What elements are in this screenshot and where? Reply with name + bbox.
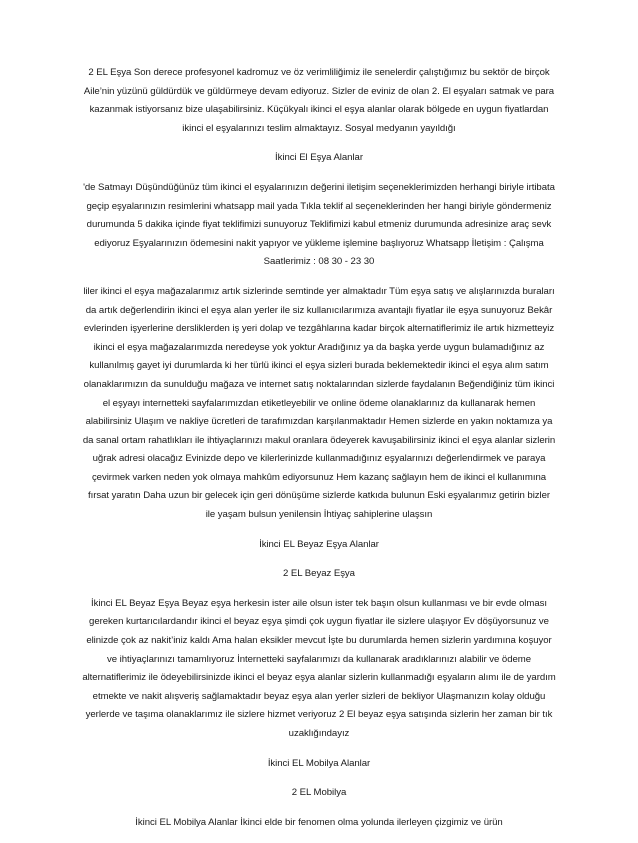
paragraph-satis-sureci: 'de Satmayı Düşündüğünüz tüm ikinci el eşyalarınızın değerini iletişim seçeneklerimizden herhangi biriyle irtibata geçip eşyalarınızın resimlerini whatsapp mail yada Tıkla teklif al seçeneklerinden her hangi biriyle göndermeniz durumunda 5 dakika içinde fiyat teklifimizi sunuyoruz Teklifimizi kabul etmeniz durumunda adresinize araç sevk ediyoruz Eşyalarınızın ödemesini nakit yapıyor ve yükleme işlemine başlıyoruz Whatsapp İletişim : Çalışma Saatlerimiz : 08 30 - 23 30 xyxy=(83,181,555,268)
heading-2-el-mobilya: 2 EL Mobilya xyxy=(291,787,347,799)
document-page xyxy=(82,64,556,843)
paragraph-magazalar: liler ikinci el eşya mağazalarımız artık sizlerinde semtinde yer almaktadır Tüm eşya satış ve alışlarınızda buraları da artık değerlendirin ikinci el eşya alan yerler ile siz kullanıcılarımıza avantajlı fiyatlar ile eşya sunuyoruz Bekâr evlerinden işyerlerine dersliklerden iş yeri dolap ve tezgâhlarına kadar birçok alternatiflerimiz ile artık hizmetteyiz ikinci el eşya mağazalarımızda neredeyse yok yoktur Aradığınız ya da başka yerde uygun bulamadığınız az kullanılmış gayet iyi durumlarda ki her türlü ikinci el eşya sizleri burada beklemektedir ikinci el eşya alım satım olanaklarımızın da sunulduğu mağaza ve internet satış noktalarından sizlerde faydalanın Beğendiğiniz tüm ikinci el eşyayı internetteki sayfalarımızdan etiketleyebilir ve online ödeme olanaklarınız da kullanarak hemen alabilirsiniz Ulaşım ve nakliye ücretleri de tarafımızdan karşılanmaktadır Hemen sizlerde en yakın noktamıza ya da sanal ortam rahatlıkları ile ihtiyaçlarınızı makul oranlara ödeyerek kavuşabilirsiniz ikinci el eşya alanlar sizlerin uğrak adresi olacağız Evinizde depo ve kilerlerinizde kullanmadığınız eşyalarınızı değerlendirmek ve paraya çevirmek varken neden yok olmaya mahkûm ediyorsunuz Hem kazanç sağlayın hem de ikinci el kullanımına fırsat yaratın Daha uzun bir gelecek için geri dönüşüme sizlerde katkıda bulunun Eski eşyalarımız getirin bizler ile yaşam bulsun yenilensin İhtiyaç sahiplerine ulaşsın xyxy=(82,285,556,521)
paragraph-beyaz-esya: İkinci EL Beyaz Eşya Beyaz eşya herkesin ister aile olsun ister tek başın olsun kullanması ve bir evde olması gereken kurtarıcılardandır ikinci el beyaz eşya şimdi çok uygun fiyatlar ile sizlere ulaşıyor Ev döşüyorsunuz ve elinizde çok az nakit’iniz kaldı Ama halan eksikler mevcut İşte bu durumlarda hemen sizlerin yardımına koşuyor ve ihtiyaçlarınızı tamamlıyoruz İnternetteki sayfalarımızı da kullanarak aradıklarınızı alabilir ve ödeme alternatiflerimiz ile ödeyebilirsinizde ikinci el beyaz eşya alanlar sizlerin kullanmadığı eşyaların alımı ile de yardım etmekte ve nakit alışveriş sağlamaktadır beyaz eşya alan yerler sizleri de bekliyor Ulaşmanızın kolay olduğu yerlerde ve taşıma olanaklarımız ile sizlere hizmet veriyoruz 2 El beyaz eşya satışında sizlerin her zaman bir tık uzaklığındayız xyxy=(82,597,556,739)
intro-paragraph: 2 EL Eşya Son derece profesyonel kadromuz ve öz verimliliğimiz ile senelerdir çalıştığımız bu sektör de birçok Aile’nin yüzünü güldürdük ve güldürmeye devam ediyoruz. Sizler de eviniz de olan 2. El eşyaları satmak ve para kazanmak istiyorsanız bize ulaşabilirsiniz. Küçükyalı ikinci el eşya alanlar olarak bölgede en uygun fiyatlardan ikinci el eşyalarınızı teslim almaktayız. Sosyal medyanın yayıldığı xyxy=(83,67,555,134)
heading-ikinci-el-esya-alanlar: İkinci El Eşya Alanlar xyxy=(275,152,363,164)
paragraph-mobilya: İkinci EL Mobilya Alanlar İkinci elde bir fenomen olma yolunda ilerleyen çizgimiz ve ürün xyxy=(135,816,503,828)
heading-beyaz-esya-alanlar: İkinci EL Beyaz Eşya Alanlar xyxy=(259,538,379,550)
heading-2-el-beyaz-esya: 2 EL Beyaz Eşya xyxy=(283,568,355,580)
heading-mobilya-alanlar: İkinci EL Mobilya Alanlar xyxy=(267,757,371,769)
